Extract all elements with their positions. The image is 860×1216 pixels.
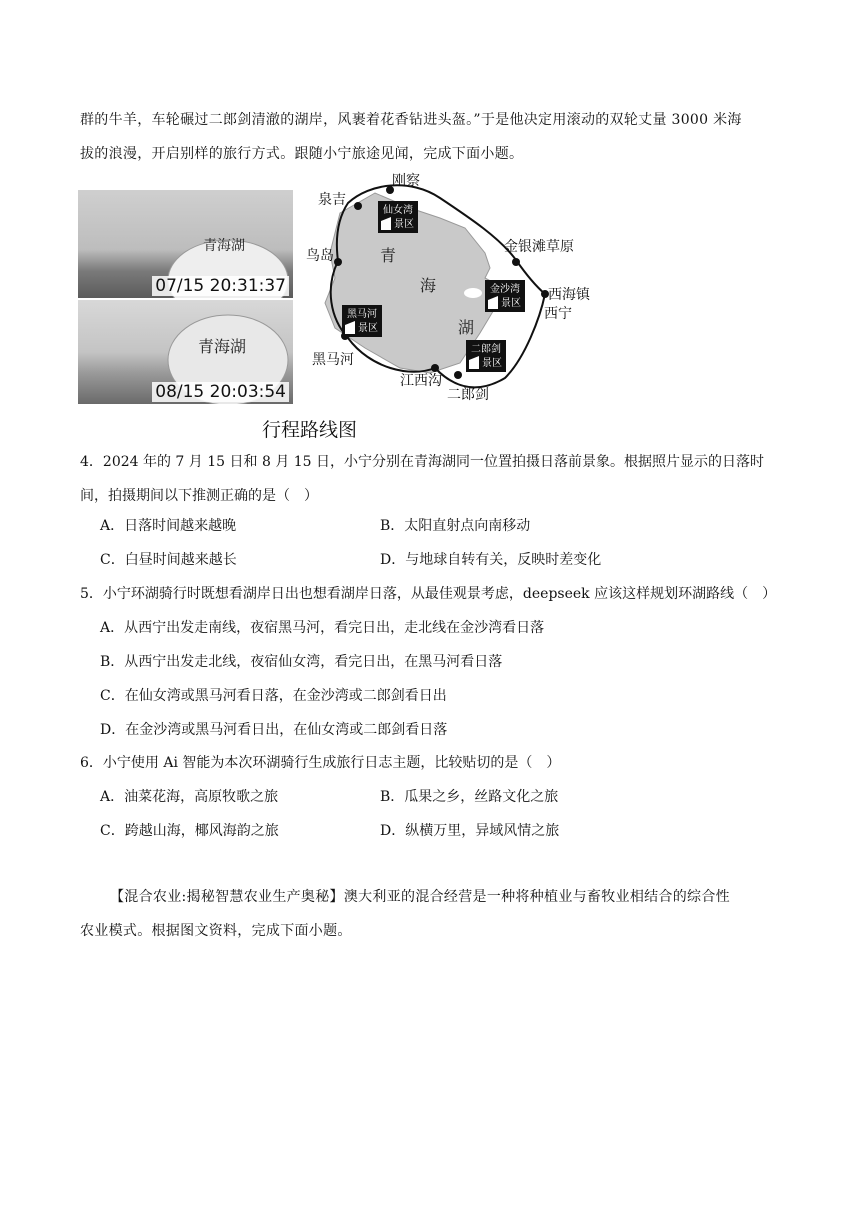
point-jinyintan [512, 258, 520, 266]
label-xihaizhen: 西海镇 [548, 287, 590, 303]
scenic-heimahe [342, 305, 382, 337]
timestamp-july: 07/15 20:31:37 [152, 276, 289, 296]
point-erlangjian [454, 371, 462, 379]
question-4-stem [80, 452, 800, 506]
q4-option-c[interactable]: C．白昼时间越来越长 [100, 552, 237, 568]
scenic-erlangjian [466, 340, 506, 372]
lake-char-2: 海 [420, 276, 437, 295]
q5-option-d[interactable]: D．在金沙湾或黑马河看日出，在仙女湾或二郎剑看日落 [100, 722, 448, 738]
q6-option-d[interactable]: D．纵横万里，异域风情之旅 [380, 823, 560, 839]
stone-inscription-august: 青海湖 [198, 337, 247, 356]
label-jiangxigou: 江西沟 [400, 373, 442, 389]
scenic-erlangjian-type: 景区 [482, 358, 502, 369]
q6-option-c[interactable]: C．跨越山海，椰风海韵之旅 [100, 823, 279, 839]
stone-inscription-july: 青海湖 [203, 238, 245, 254]
map-title: 行程路线图 [262, 419, 358, 441]
label-xining: 西宁 [544, 306, 572, 322]
q6-option-a[interactable]: A．油菜花海，高原牧歌之旅 [100, 789, 279, 805]
q5-option-a[interactable]: A．从西宁出发走南线，夜宿黑马河，看完日出，走北线在金沙湾看日落 [100, 620, 545, 636]
intro-line-2: 拔的浪漫，开启别样的旅行方式。跟随小宁旅途见闻，完成下面小题。 [80, 146, 524, 162]
q5-option-c[interactable]: C．在仙女湾或黑马河看日落，在金沙湾或二郎剑看日出 [100, 688, 447, 704]
q4-option-d[interactable]: D．与地球自转有关，反映时差变化 [380, 552, 602, 568]
section2-paragraph [80, 880, 780, 948]
scenic-jinshawan-type: 景区 [501, 298, 521, 309]
label-gangcha: 刚察 [392, 173, 420, 189]
label-jinyintan: 金银滩草原 [504, 239, 574, 255]
lake-char-3: 湖 [458, 318, 475, 337]
intro-line-1: 群的牛羊，车轮碾过二郎剑清澈的湖岸，风裹着花香钻进头盔。”于是他决定用滚动的双轮丈量 3000 米海 [80, 112, 742, 128]
scenic-jinshawan [485, 280, 525, 312]
section2-line-1: 【混合农业:揭秘智慧农业生产奥秘】澳大利亚的混合经营是一种将种植业与畜牧业相结合的综合性 [110, 889, 730, 905]
scenic-xiannvwan-type: 景区 [394, 219, 414, 230]
question-5-stem: 5．小宁环湖骑行时既想看湖岸日出也想看湖岸日落，从最佳观景考虑，deepseek 应该这样规划环湖路线（ ） [80, 586, 777, 602]
scenic-xiannvwan-name: 仙女湾 [383, 205, 413, 216]
label-heimahe: 黑马河 [312, 352, 354, 368]
photo-august [78, 300, 293, 404]
route-map [300, 168, 600, 408]
label-erlangjian: 二郎剑 [447, 387, 489, 403]
lake-char-1: 青 [380, 246, 397, 265]
point-niaodao [334, 258, 342, 266]
q4-option-a[interactable]: A．日落时间越来越晚 [100, 518, 237, 534]
timestamp-august: 08/15 20:03:54 [152, 382, 289, 402]
point-quanji [354, 202, 362, 210]
label-quanji: 泉吉 [318, 192, 346, 208]
question-4-line-2: 间，拍摄期间以下推测正确的是（ ） [80, 488, 318, 504]
point-jiangxigou [431, 364, 439, 372]
q6-option-b[interactable]: B．瓜果之乡，丝路文化之旅 [380, 789, 559, 805]
scenic-heimahe-name: 黑马河 [347, 309, 377, 320]
intro-paragraph [80, 103, 780, 171]
label-niaodao: 鸟岛 [306, 248, 334, 264]
scenic-xiannvwan [378, 201, 418, 233]
scenic-heimahe-type: 景区 [358, 323, 378, 334]
q4-option-b[interactable]: B．太阳直射点向南移动 [380, 518, 531, 534]
lake-island [464, 288, 482, 298]
question-6-stem: 6．小宁使用 Ai 智能为本次环湖骑行生成旅行日志主题，比较贴切的是（ ） [80, 755, 561, 771]
photo-july [78, 190, 293, 298]
question-4-line-1: 4．2024 年的 7 月 15 日和 8 月 15 日，小宁分别在青海湖同一位置拍摄日落前景象。根据照片显示的日落时 [80, 454, 765, 470]
section2-line-2: 农业模式。根据图文资料，完成下面小题。 [80, 923, 352, 939]
scenic-erlangjian-name: 二郎剑 [471, 344, 501, 355]
scenic-jinshawan-name: 金沙湾 [490, 284, 520, 295]
q5-option-b[interactable]: B．从西宁出发走北线，夜宿仙女湾，看完日出，在黑马河看日落 [100, 654, 503, 670]
